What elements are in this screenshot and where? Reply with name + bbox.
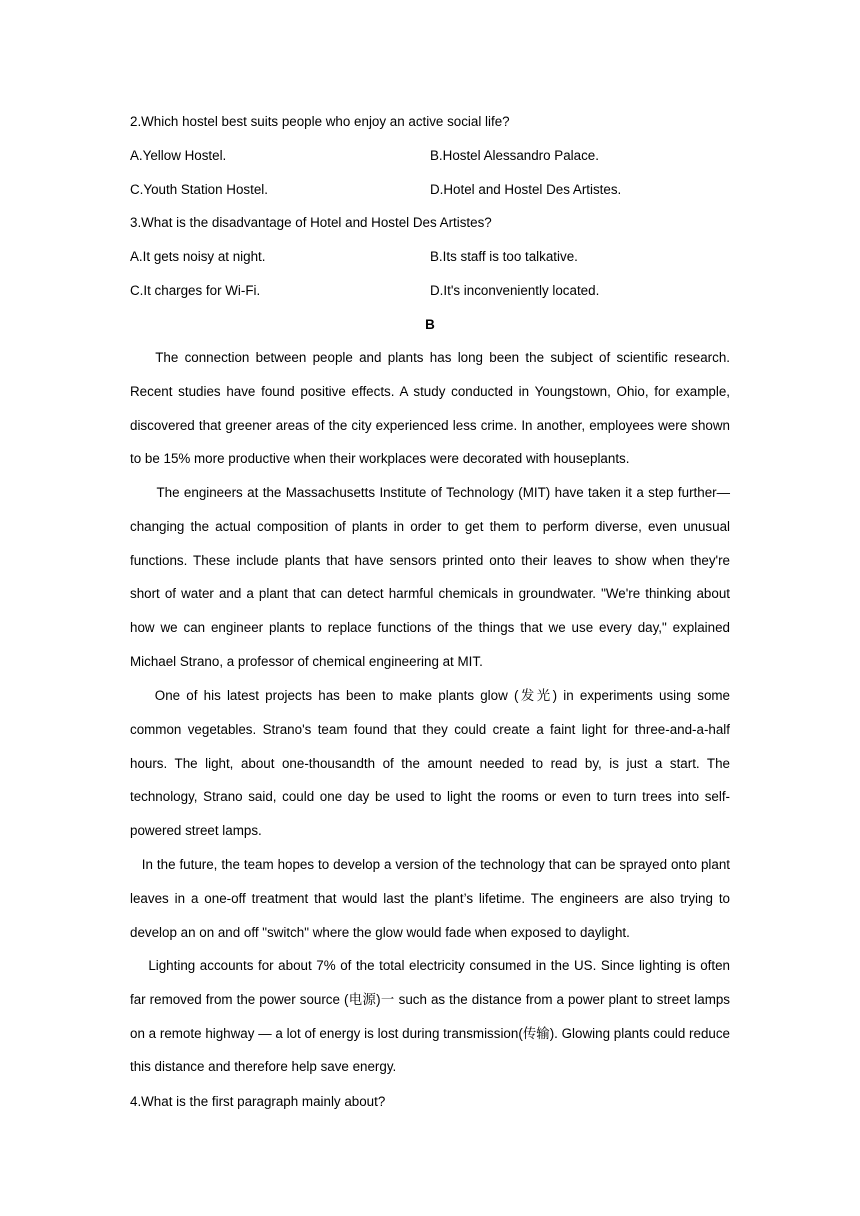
question-3-stem: 3.What is the disadvantage of Hotel and Hostel Des Artistes?: [130, 215, 492, 230]
paragraph-5: Lighting accounts for about 7% of the total electricity consumed in the US. Since lighting is often far removed from the power source (电源)一 such as the distance from a power plant to street lamps on a remote highway — a lot of energy is lost during transmission(传输). Glowing plants could reduce this distance and therefore help save energy.: [130, 958, 730, 1075]
paragraph-4: In the future, the team hopes to develop a version of the technology that can be sprayed onto plant leaves in a one-off treatment that would last the plant’s lifetime. The engineers are also trying to develop an on and off "switch" where the glow would fade when exposed to daylight.: [130, 857, 730, 940]
question-3-option-b: B.Its staff is too talkative.: [430, 249, 578, 264]
question-2-option-c: C.Youth Station Hostel.: [130, 182, 268, 197]
question-2-stem: 2.Which hostel best suits people who enjoy an active social life?: [130, 114, 510, 129]
section-heading: B: [425, 317, 435, 332]
question-3-option-d: D.It's inconveniently located.: [430, 283, 600, 298]
paragraph-3: One of his latest projects has been to make plants glow (发光) in experiments using some common vegetables. Strano's team found that they could create a faint light for three-and-a-half hours. The light, about one-thousandth of the amount needed to read by, is just a start. The technology, Strano said, could one day be used to light the rooms or even to turn trees into self-powered street lamps.: [130, 688, 730, 839]
question-3-option-c: C.It charges for Wi-Fi.: [130, 283, 261, 298]
question-2-option-d: D.Hotel and Hostel Des Artistes.: [430, 182, 622, 197]
paragraph-1: The connection between people and plants has long been the subject of scientific research. Recent studies have found positive effects. A study conducted in Youngstown, Ohio, for example, discovered that greener areas of the city experienced less crime. In another, employees were shown to be 15% more productive when their workplaces were decorated with houseplants.: [130, 350, 730, 467]
question-3-option-a: A.It gets noisy at night.: [130, 249, 266, 264]
question-2-option-b: B.Hostel Alessandro Palace.: [430, 148, 599, 163]
question-4-stem: 4.What is the first paragraph mainly about?: [130, 1094, 386, 1109]
paragraph-2: The engineers at the Massachusetts Institute of Technology (MIT) have taken it a step further— changing the actual composition of plants in order to get them to perform diverse, even unusual functions. These include plants that have sensors printed onto their leaves to show when they're short of water and a plant that can detect harmful chemicals in groundwater. "We're thinking about how we can engineer plants to replace functions of the things that we use every day," explained Michael Strano, a professor of chemical engineering at MIT.: [130, 485, 730, 669]
question-2-option-a: A.Yellow Hostel.: [130, 148, 227, 163]
